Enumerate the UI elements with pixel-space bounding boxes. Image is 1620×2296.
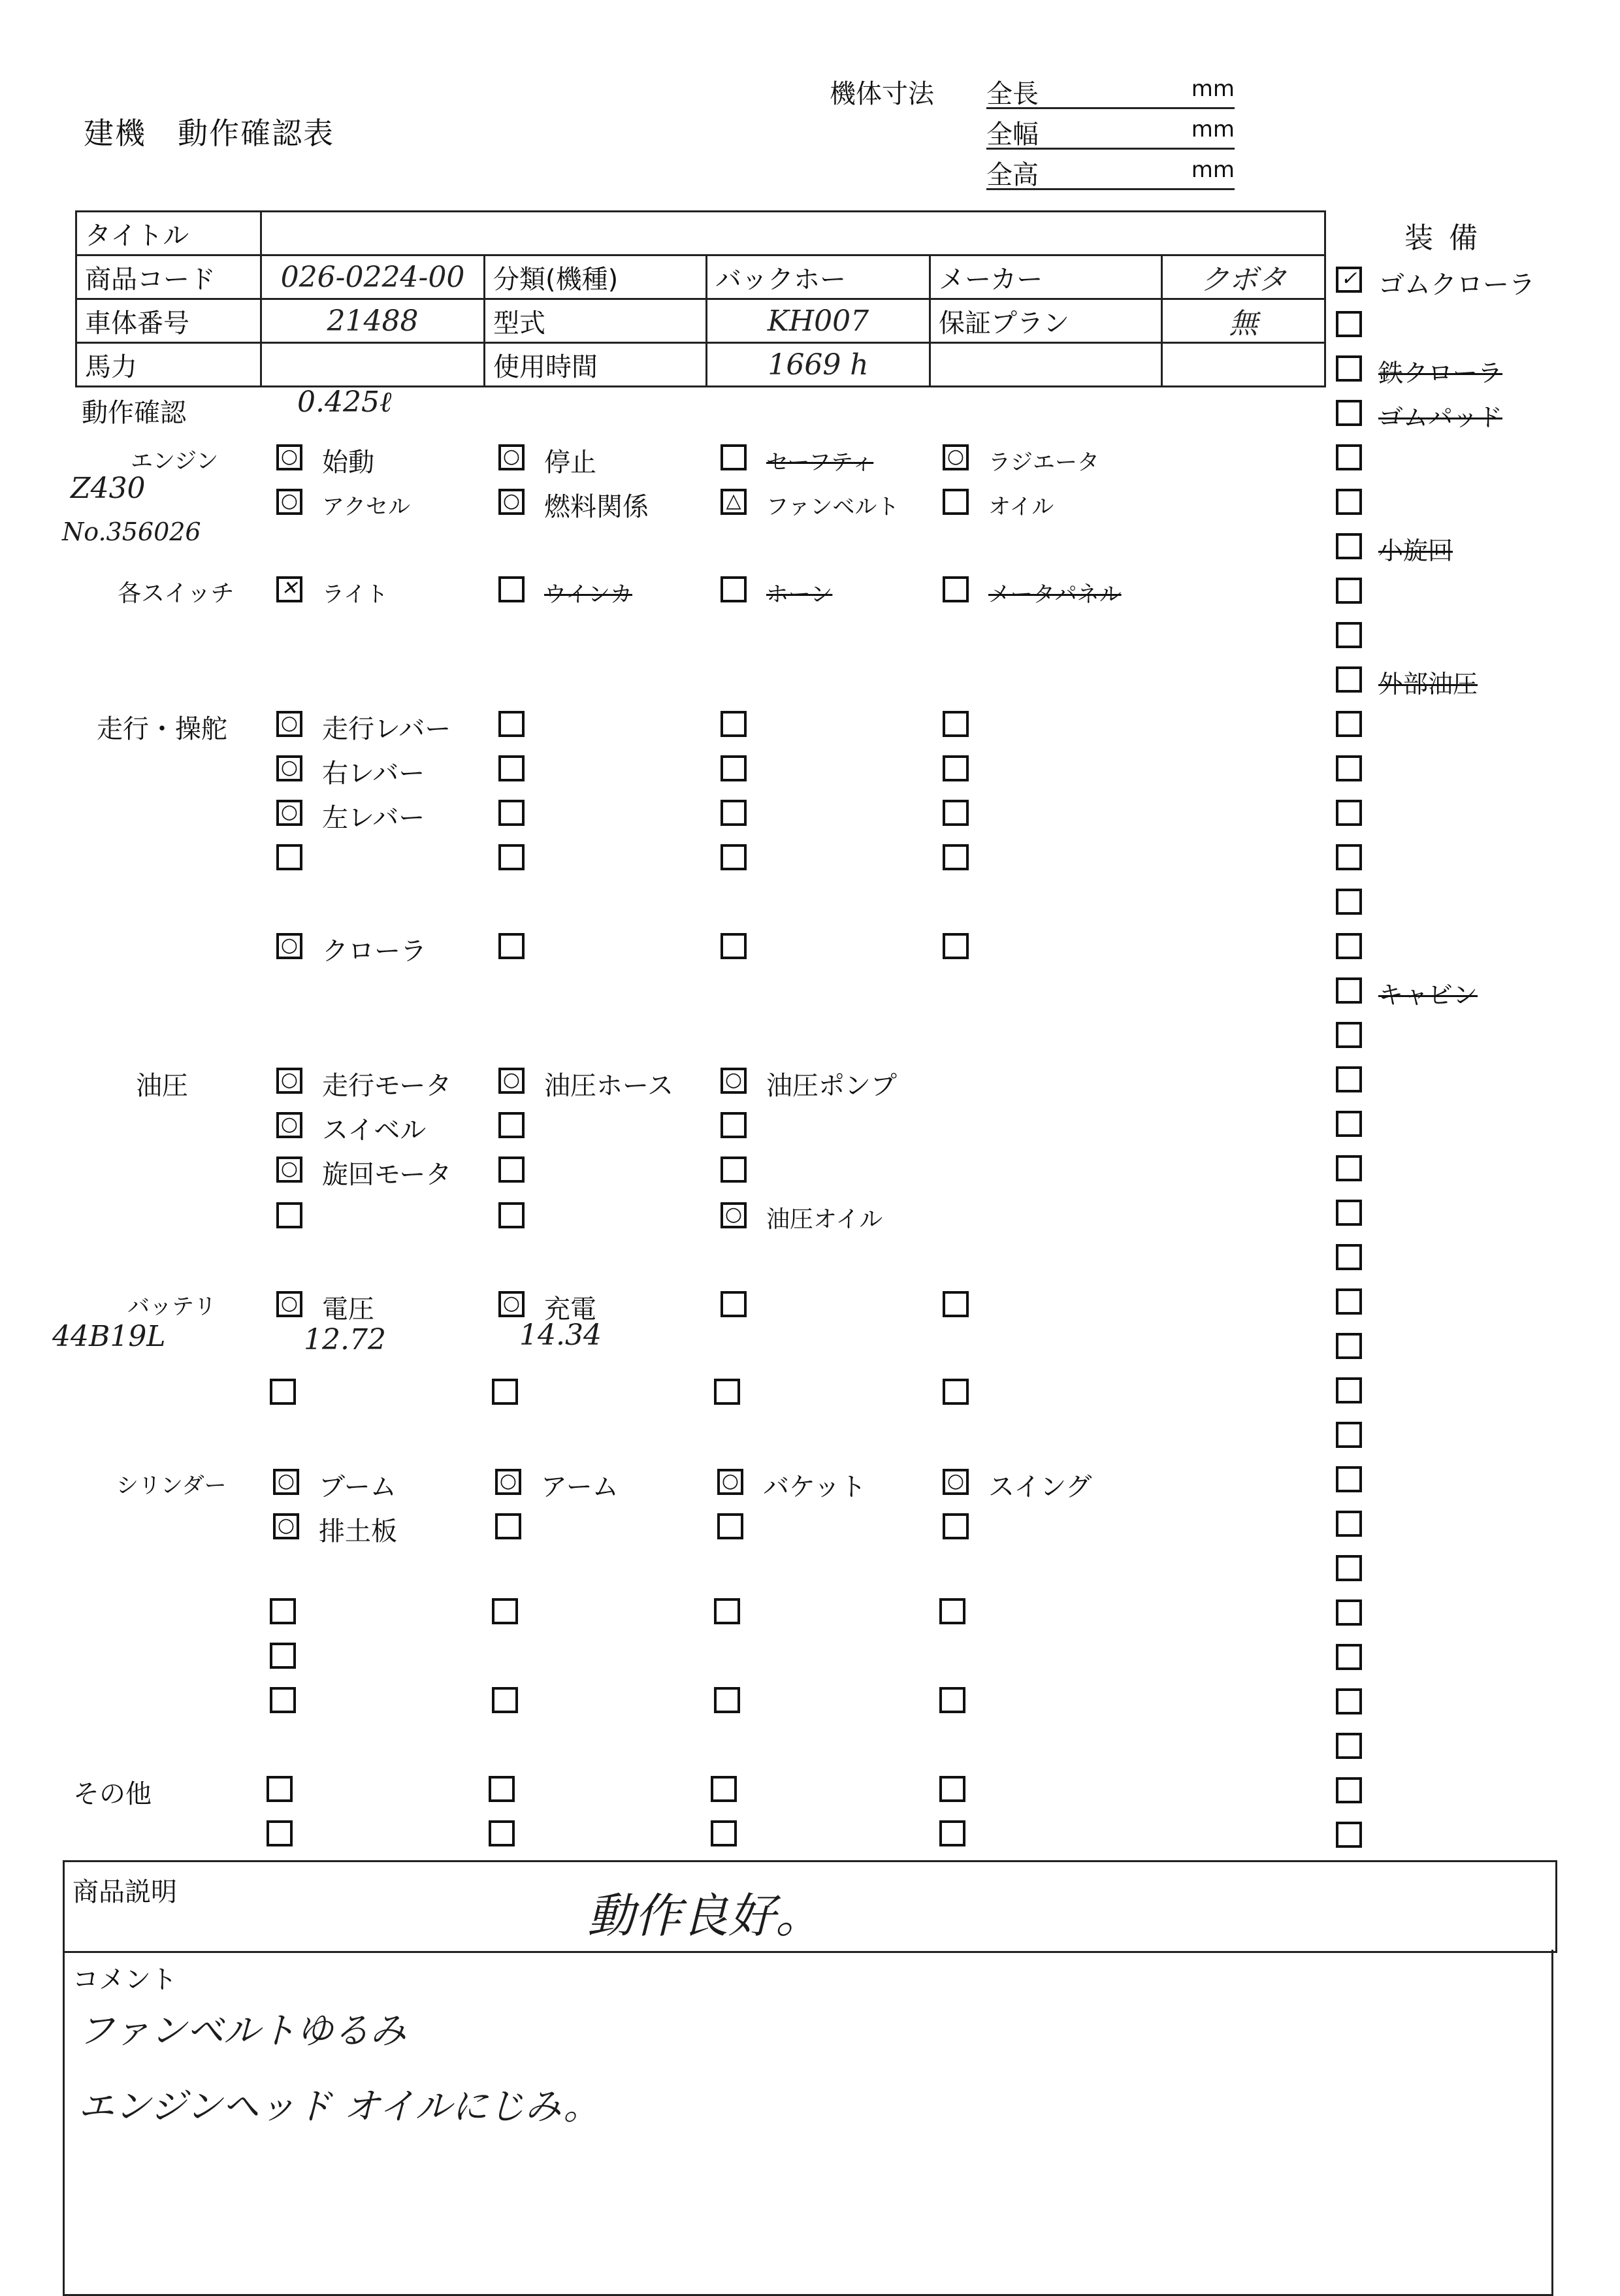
travel-motor-label: 走行モータ <box>322 1071 452 1101</box>
checkbox-empty[interactable] <box>1336 1511 1362 1537</box>
title-value-field[interactable] <box>261 212 1325 255</box>
right-lever-label: 右レバー <box>322 759 425 789</box>
title-label: タイトル <box>76 212 261 255</box>
checkbox-empty[interactable] <box>489 1776 515 1802</box>
operation-check-label: 動作確認 <box>82 398 186 428</box>
comment-box[interactable] <box>63 1950 1553 2296</box>
maker-label: メーカー <box>930 255 1162 299</box>
checkbox-empty[interactable] <box>276 1202 302 1228</box>
checkbox-empty[interactable] <box>1336 1111 1362 1137</box>
checkbox-empty[interactable] <box>498 844 525 870</box>
checkbox-empty[interactable] <box>267 1820 293 1846</box>
dimension-width-label: 全幅 <box>986 120 1039 150</box>
boom-label: ブーム <box>319 1472 397 1502</box>
checkbox-hydraulic-oil[interactable]: ○ <box>721 1202 747 1228</box>
battery-model-note: 44B19L <box>52 1320 166 1353</box>
switch-meter-label: メータパネル <box>988 582 1122 608</box>
hydraulic-hose-label: 油圧ホース <box>544 1071 673 1101</box>
checkbox-empty[interactable] <box>943 1379 969 1405</box>
checkbox-empty[interactable] <box>721 800 747 826</box>
checkbox-empty[interactable] <box>1336 1466 1362 1492</box>
checkbox-empty[interactable] <box>270 1379 296 1405</box>
model-value[interactable]: KH007 <box>707 299 930 343</box>
checkbox-empty[interactable] <box>492 1687 518 1713</box>
engine-start-label: 始動 <box>322 448 374 478</box>
checkbox-engine-stop[interactable]: ○ <box>498 444 525 470</box>
dimension-length-label: 全長 <box>986 79 1039 109</box>
checkbox-empty[interactable] <box>1336 1555 1362 1581</box>
checkbox-empty[interactable] <box>943 711 969 737</box>
product-code-value[interactable]: 026-0224-00 <box>261 255 485 299</box>
product-description-label: 商品説明 <box>73 1877 177 1907</box>
empty-cell <box>1162 343 1325 387</box>
checkbox-equip-rubber-crawler[interactable]: ✓ <box>1336 267 1362 293</box>
blade-label: 排土板 <box>319 1517 397 1547</box>
hydraulic-pump-label: 油圧ポンプ <box>766 1071 897 1101</box>
checkbox-engine-safety[interactable] <box>721 444 747 470</box>
checkbox-equip-cabin[interactable] <box>1336 977 1362 1004</box>
checkbox-empty[interactable] <box>943 933 969 959</box>
checkbox-empty[interactable] <box>1336 933 1362 959</box>
checkbox-swing[interactable]: ○ <box>943 1469 969 1495</box>
checkbox-empty[interactable] <box>1336 1155 1362 1181</box>
dimension-height-label: 全高 <box>986 160 1039 190</box>
engine-model-note: Z430 <box>71 472 146 505</box>
checkbox-empty[interactable] <box>495 1513 521 1539</box>
document-title: 建機 動作確認表 <box>84 116 334 151</box>
checkbox-empty[interactable] <box>1336 800 1362 826</box>
checkbox-engine-fanbelt[interactable]: △ <box>721 489 747 515</box>
checkbox-empty[interactable] <box>721 1291 747 1317</box>
hours-label: 使用時間 <box>485 343 707 387</box>
checkbox-empty[interactable] <box>1336 1733 1362 1759</box>
checkbox-empty[interactable] <box>489 1820 515 1846</box>
section-travel-label: 走行・操舵 <box>97 714 227 744</box>
checkbox-empty[interactable] <box>939 1687 965 1713</box>
checkbox-empty[interactable] <box>939 1776 965 1802</box>
checkbox-empty[interactable] <box>1336 1377 1362 1403</box>
voltage-value: 12.72 <box>304 1323 386 1356</box>
dimension-length[interactable] <box>986 71 1235 109</box>
checkbox-arm[interactable]: ○ <box>495 1469 521 1495</box>
checkbox-empty[interactable] <box>498 1202 525 1228</box>
crawler-label: クローラ <box>322 936 427 966</box>
checkbox-empty[interactable] <box>1336 1066 1362 1092</box>
comment-line: エンジンヘッド オイルにじみ。 <box>78 2086 600 2128</box>
checkbox-empty[interactable] <box>1336 1333 1362 1359</box>
info-table <box>75 210 1326 387</box>
checkbox-empty[interactable] <box>939 1598 965 1624</box>
equip-external-hydraulic-label: 外部油圧 <box>1378 670 1478 698</box>
checkbox-empty[interactable] <box>1336 311 1362 337</box>
checkbox-travel-motor[interactable]: ○ <box>276 1068 302 1094</box>
checkbox-voltage[interactable]: ○ <box>276 1291 302 1317</box>
dimension-length-unit: mm <box>1191 76 1235 102</box>
checkbox-empty[interactable] <box>943 755 969 781</box>
checkbox-equip-mini-swing[interactable] <box>1336 533 1362 559</box>
equipment-title: 装備 <box>1404 221 1493 255</box>
section-switches-label: 各スイッチ <box>118 580 235 607</box>
voltage-label: 電圧 <box>322 1294 374 1324</box>
checkbox-empty[interactable] <box>711 1776 737 1802</box>
dimension-width[interactable] <box>986 111 1235 150</box>
checkbox-empty[interactable] <box>498 1112 525 1138</box>
engine-stop-label: 停止 <box>544 448 596 478</box>
checkbox-crawler[interactable]: ○ <box>276 933 302 959</box>
checkbox-equip-rubber-pad[interactable] <box>1336 400 1362 426</box>
checkbox-engine-fuel[interactable]: ○ <box>498 489 525 515</box>
switch-light-label: ライト <box>322 582 388 608</box>
checkbox-empty[interactable] <box>276 844 302 870</box>
checkbox-empty[interactable] <box>1336 1244 1362 1270</box>
checkbox-switch-light[interactable]: ✕ <box>276 576 302 602</box>
serial-label: 車体番号 <box>76 299 261 343</box>
checkbox-empty[interactable] <box>1336 889 1362 915</box>
dimension-height-unit: mm <box>1191 157 1235 183</box>
engine-radiator-label: ラジエータ <box>988 450 1099 476</box>
checkbox-left-lever[interactable]: ○ <box>276 800 302 826</box>
checkbox-swivel[interactable]: ○ <box>276 1112 302 1138</box>
checkbox-empty[interactable] <box>721 1112 747 1138</box>
category-value[interactable]: バックホー <box>707 255 930 299</box>
section-cylinder-label: シリンダー <box>116 1473 227 1499</box>
checkbox-empty[interactable] <box>943 1513 969 1539</box>
hydraulic-oil-label: 油圧オイル <box>766 1206 883 1233</box>
product-code-label: 商品コード <box>76 255 261 299</box>
model-label: 型式 <box>485 299 707 343</box>
checkbox-empty[interactable] <box>498 711 525 737</box>
checkbox-empty[interactable] <box>270 1643 296 1669</box>
checkbox-engine-radiator[interactable]: ○ <box>943 444 969 470</box>
checkbox-empty[interactable] <box>270 1687 296 1713</box>
swing-label: スイング <box>988 1472 1092 1502</box>
switch-horn-label: ホーン <box>766 582 833 608</box>
checkbox-empty[interactable] <box>1336 489 1362 515</box>
checkbox-switch-winker[interactable] <box>498 576 525 602</box>
checkbox-blade[interactable]: ○ <box>273 1513 299 1539</box>
checkbox-empty[interactable] <box>1336 1644 1362 1670</box>
power-label: 馬力 <box>76 343 261 387</box>
engine-fuel-label: 燃料関係 <box>544 492 649 522</box>
checkbox-switch-meter[interactable] <box>943 576 969 602</box>
engine-oil-label: オイル <box>988 494 1054 520</box>
product-description-box[interactable] <box>63 1860 1557 1953</box>
empty-cell <box>930 343 1162 387</box>
checkbox-boom[interactable]: ○ <box>273 1469 299 1495</box>
product-description-text: 動作良好。 <box>587 1888 823 1943</box>
info-row-power <box>76 343 1325 387</box>
engine-fanbelt-label: ファンベルト <box>766 494 899 520</box>
checkbox-empty[interactable] <box>1336 622 1362 648</box>
swivel-label: スイベル <box>322 1115 427 1145</box>
checkbox-empty[interactable] <box>1336 844 1362 870</box>
checkbox-empty[interactable] <box>717 1513 743 1539</box>
checkbox-empty[interactable] <box>1336 711 1362 737</box>
checkbox-empty[interactable] <box>943 844 969 870</box>
equip-rubber-pad-label: ゴムパッド <box>1378 403 1503 432</box>
dimension-width-unit: mm <box>1191 116 1235 142</box>
maker-value[interactable]: クボタ <box>1162 255 1325 299</box>
checkbox-empty[interactable] <box>498 1156 525 1183</box>
charge-label: 充電 <box>544 1294 596 1324</box>
checkbox-hydraulic-pump[interactable]: ○ <box>721 1068 747 1094</box>
hours-value[interactable]: 1669 h <box>707 343 930 387</box>
charge-value: 14.34 <box>519 1319 602 1352</box>
equip-mini-swing-label: 小旋回 <box>1378 536 1453 565</box>
checkbox-empty[interactable] <box>721 933 747 959</box>
checkbox-empty[interactable] <box>1336 578 1362 604</box>
checkbox-empty[interactable] <box>721 1156 747 1183</box>
power-value-field[interactable] <box>261 343 485 387</box>
checkbox-empty[interactable] <box>711 1820 737 1846</box>
checkbox-empty[interactable] <box>1336 1777 1362 1803</box>
serial-value[interactable]: 21488 <box>261 299 485 343</box>
checkbox-empty[interactable] <box>721 844 747 870</box>
info-row-product <box>76 255 1325 299</box>
checkbox-swing-motor[interactable]: ○ <box>276 1156 302 1183</box>
checkbox-empty[interactable] <box>492 1379 518 1405</box>
arm-label: アーム <box>541 1472 619 1502</box>
equip-rubber-crawler-label: ゴムクローラ <box>1378 270 1535 300</box>
info-row-serial <box>76 299 1325 343</box>
checkbox-empty[interactable] <box>1336 1288 1362 1315</box>
checkbox-empty[interactable] <box>1336 1422 1362 1448</box>
checkbox-empty[interactable] <box>1336 1599 1362 1626</box>
equip-steel-crawler-label: 鉄クローラ <box>1378 359 1503 387</box>
section-other-label: その他 <box>73 1779 152 1809</box>
checkbox-empty[interactable] <box>1336 444 1362 470</box>
left-lever-label: 左レバー <box>322 803 425 833</box>
section-engine-label: エンジン <box>131 448 219 474</box>
category-label: 分類(機種) <box>485 255 707 299</box>
checkbox-empty[interactable] <box>1336 1022 1362 1048</box>
checkbox-empty[interactable] <box>1336 755 1362 781</box>
dimension-height[interactable] <box>986 152 1235 190</box>
checkbox-switch-horn[interactable] <box>721 576 747 602</box>
warranty-label: 保証プラン <box>930 299 1162 343</box>
engine-number-note: No.356026 <box>62 517 201 546</box>
warranty-value[interactable]: 無 <box>1162 299 1325 343</box>
checkbox-empty[interactable] <box>714 1379 740 1405</box>
checkbox-empty[interactable] <box>498 933 525 959</box>
equip-cabin-label: キャビン <box>1378 981 1478 1009</box>
travel-lever-label: 走行レバー <box>322 714 451 744</box>
checkbox-bucket[interactable]: ○ <box>717 1469 743 1495</box>
section-battery-label: バッテリ <box>127 1294 216 1320</box>
comment-line: ファンベルトゆるみ <box>78 2010 406 2052</box>
checkbox-empty[interactable] <box>943 1291 969 1317</box>
oil-volume-note: 0.425ℓ <box>297 385 392 419</box>
swing-motor-label: 旋回モータ <box>322 1160 452 1190</box>
checkbox-hydraulic-hose[interactable]: ○ <box>498 1068 525 1094</box>
checkbox-empty[interactable] <box>267 1776 293 1802</box>
bucket-label: バケット <box>763 1472 866 1502</box>
checkbox-empty[interactable] <box>1336 1200 1362 1226</box>
checkbox-empty[interactable] <box>939 1820 965 1846</box>
checkbox-empty[interactable] <box>270 1598 296 1624</box>
info-row-title <box>76 212 1325 255</box>
checkbox-empty[interactable] <box>492 1598 518 1624</box>
checkbox-right-lever[interactable]: ○ <box>276 755 302 781</box>
checkbox-equip-external-hydraulic[interactable] <box>1336 666 1362 693</box>
switch-winker-label: ウインカ <box>544 582 632 608</box>
engine-safety-label: セーフティ <box>766 450 874 476</box>
checkbox-travel-lever[interactable]: ○ <box>276 711 302 737</box>
checkbox-empty[interactable] <box>1336 1822 1362 1848</box>
engine-accel-label: アクセル <box>322 494 410 520</box>
checkbox-engine-oil[interactable] <box>943 489 969 515</box>
checkbox-empty[interactable] <box>1336 1688 1362 1714</box>
checkbox-empty[interactable] <box>498 755 525 781</box>
checkbox-equip-steel-crawler[interactable] <box>1336 355 1362 382</box>
comment-label: コメント <box>73 1965 177 1995</box>
checkbox-empty[interactable] <box>943 800 969 826</box>
checkbox-empty[interactable] <box>721 711 747 737</box>
checkbox-empty[interactable] <box>721 755 747 781</box>
checkbox-charge[interactable]: ○ <box>498 1291 525 1317</box>
checkbox-engine-accel[interactable]: ○ <box>276 489 302 515</box>
checkbox-empty[interactable] <box>498 800 525 826</box>
dimensions-label: 機体寸法 <box>830 79 934 109</box>
section-hydraulic-label: 油圧 <box>136 1071 188 1101</box>
checkbox-engine-start[interactable]: ○ <box>276 444 302 470</box>
checkbox-empty[interactable] <box>714 1598 740 1624</box>
checkbox-empty[interactable] <box>714 1687 740 1713</box>
